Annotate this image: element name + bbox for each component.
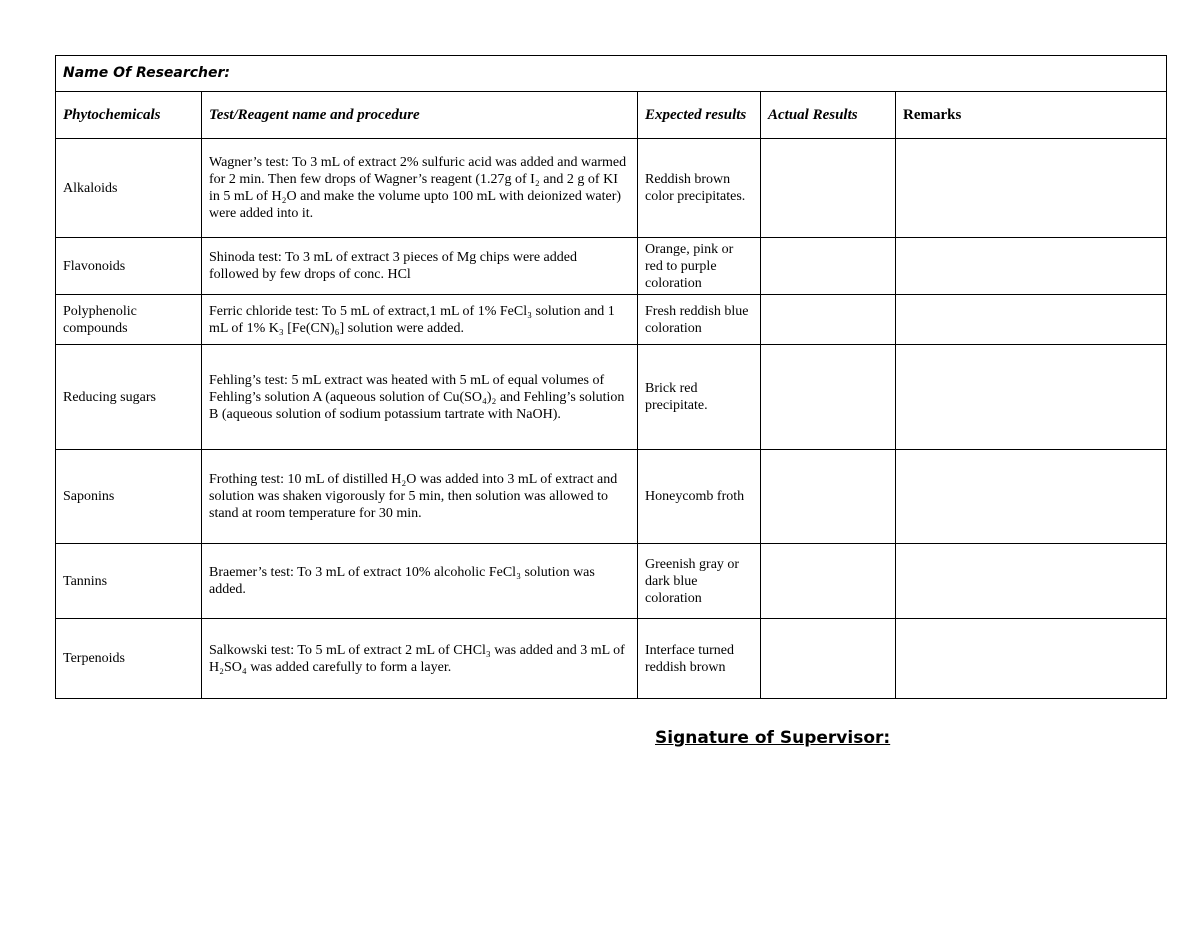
remarks-cell[interactable]: [896, 619, 1167, 699]
test-procedure-cell: Braemer’s test: To 3 mL of extract 10% alcoholic FeCl₃ solution was added.: [202, 544, 638, 619]
table-row: [56, 619, 1167, 699]
header-row: [56, 92, 1167, 139]
actual-result-cell[interactable]: [761, 345, 896, 450]
expected-result-cell: Greenish gray or dark blue coloration: [638, 544, 761, 619]
phytochemical-cell: Terpenoids: [56, 619, 202, 699]
phytochemical-cell: Tannins: [56, 544, 202, 619]
test-procedure-cell: Shinoda test: To 3 mL of extract 3 pieces of Mg chips were added followed by few drops of conc. HCl: [202, 238, 638, 295]
remarks-cell[interactable]: [896, 139, 1167, 238]
phytochemical-cell: Reducing sugars: [56, 345, 202, 450]
signature-of-supervisor-label: Signature of Supervisor:: [655, 728, 891, 748]
phytochemical-cell: Alkaloids: [56, 139, 202, 238]
expected-result-cell: Brick red precipitate.: [638, 345, 761, 450]
expected-result-cell: Orange, pink or red to purple coloration: [638, 238, 761, 295]
table-row: [56, 544, 1167, 619]
header-test-procedure: Test/Reagent name and procedure: [202, 92, 638, 139]
table-body: [56, 56, 1167, 699]
actual-result-cell[interactable]: [761, 619, 896, 699]
table-row: [56, 139, 1167, 238]
expected-result-cell: Fresh reddish blue coloration: [638, 295, 761, 345]
remarks-cell[interactable]: [896, 295, 1167, 345]
test-procedure-cell: Salkowski test: To 5 mL of extract 2 mL of CHCl₃ was added and 3 mL of H₂SO₄ was added carefully to form a layer.: [202, 619, 638, 699]
header-actual-results: Actual Results: [761, 92, 896, 139]
table-row: [56, 345, 1167, 450]
researcher-row: [56, 56, 1167, 92]
remarks-cell[interactable]: [896, 450, 1167, 544]
phytochemical-cell: Saponins: [56, 450, 202, 544]
table-row: [56, 450, 1167, 544]
table-row: [56, 295, 1167, 345]
test-procedure-cell: Wagner’s test: To 3 mL of extract 2% sulfuric acid was added and warmed for 2 min. Then few drops of Wagner’s reagent (1.27g of I₂ and 2 g of KI in 5 mL of H₂O and make the volume upto 100 mL with deionized water) were added into it.: [202, 139, 638, 238]
actual-result-cell[interactable]: [761, 450, 896, 544]
expected-result-cell: Honeycomb froth: [638, 450, 761, 544]
remarks-cell[interactable]: [896, 238, 1167, 295]
phytochemical-cell: Flavonoids: [56, 238, 202, 295]
researcher-name-cell[interactable]: Name Of Researcher:: [56, 56, 1167, 92]
remarks-cell[interactable]: [896, 544, 1167, 619]
actual-result-cell[interactable]: [761, 544, 896, 619]
test-procedure-cell: Frothing test: 10 mL of distilled H₂O was added into 3 mL of extract and solution was shaken vigorously for 5 min, then solution was allowed to stand at room temperature for 30 min.: [202, 450, 638, 544]
header-remarks: Remarks: [896, 92, 1167, 139]
actual-result-cell[interactable]: [761, 295, 896, 345]
expected-result-cell: Interface turned reddish brown: [638, 619, 761, 699]
phytochemical-results-table: [55, 55, 1167, 699]
actual-result-cell[interactable]: [761, 139, 896, 238]
table-row: [56, 238, 1167, 295]
phytochemical-cell: Polyphenolic compounds: [56, 295, 202, 345]
actual-result-cell[interactable]: [761, 238, 896, 295]
header-phytochemicals: Phytochemicals: [56, 92, 202, 139]
test-procedure-cell: Fehling’s test: 5 mL extract was heated with 5 mL of equal volumes of Fehling’s solution A (aqueous solution of Cu(SO₄)₂ and Fehling’s solution B (aqueous solution of sodium potassium tartrate with NaOH).: [202, 345, 638, 450]
header-expected-results: Expected results: [638, 92, 761, 139]
test-procedure-cell: Ferric chloride test: To 5 mL of extract,1 mL of 1% FeCl₃ solution and 1 mL of 1% K₃ [Fe(CN)₆] solution were added.: [202, 295, 638, 345]
expected-result-cell: Reddish brown color precipitates.: [638, 139, 761, 238]
remarks-cell[interactable]: [896, 345, 1167, 450]
